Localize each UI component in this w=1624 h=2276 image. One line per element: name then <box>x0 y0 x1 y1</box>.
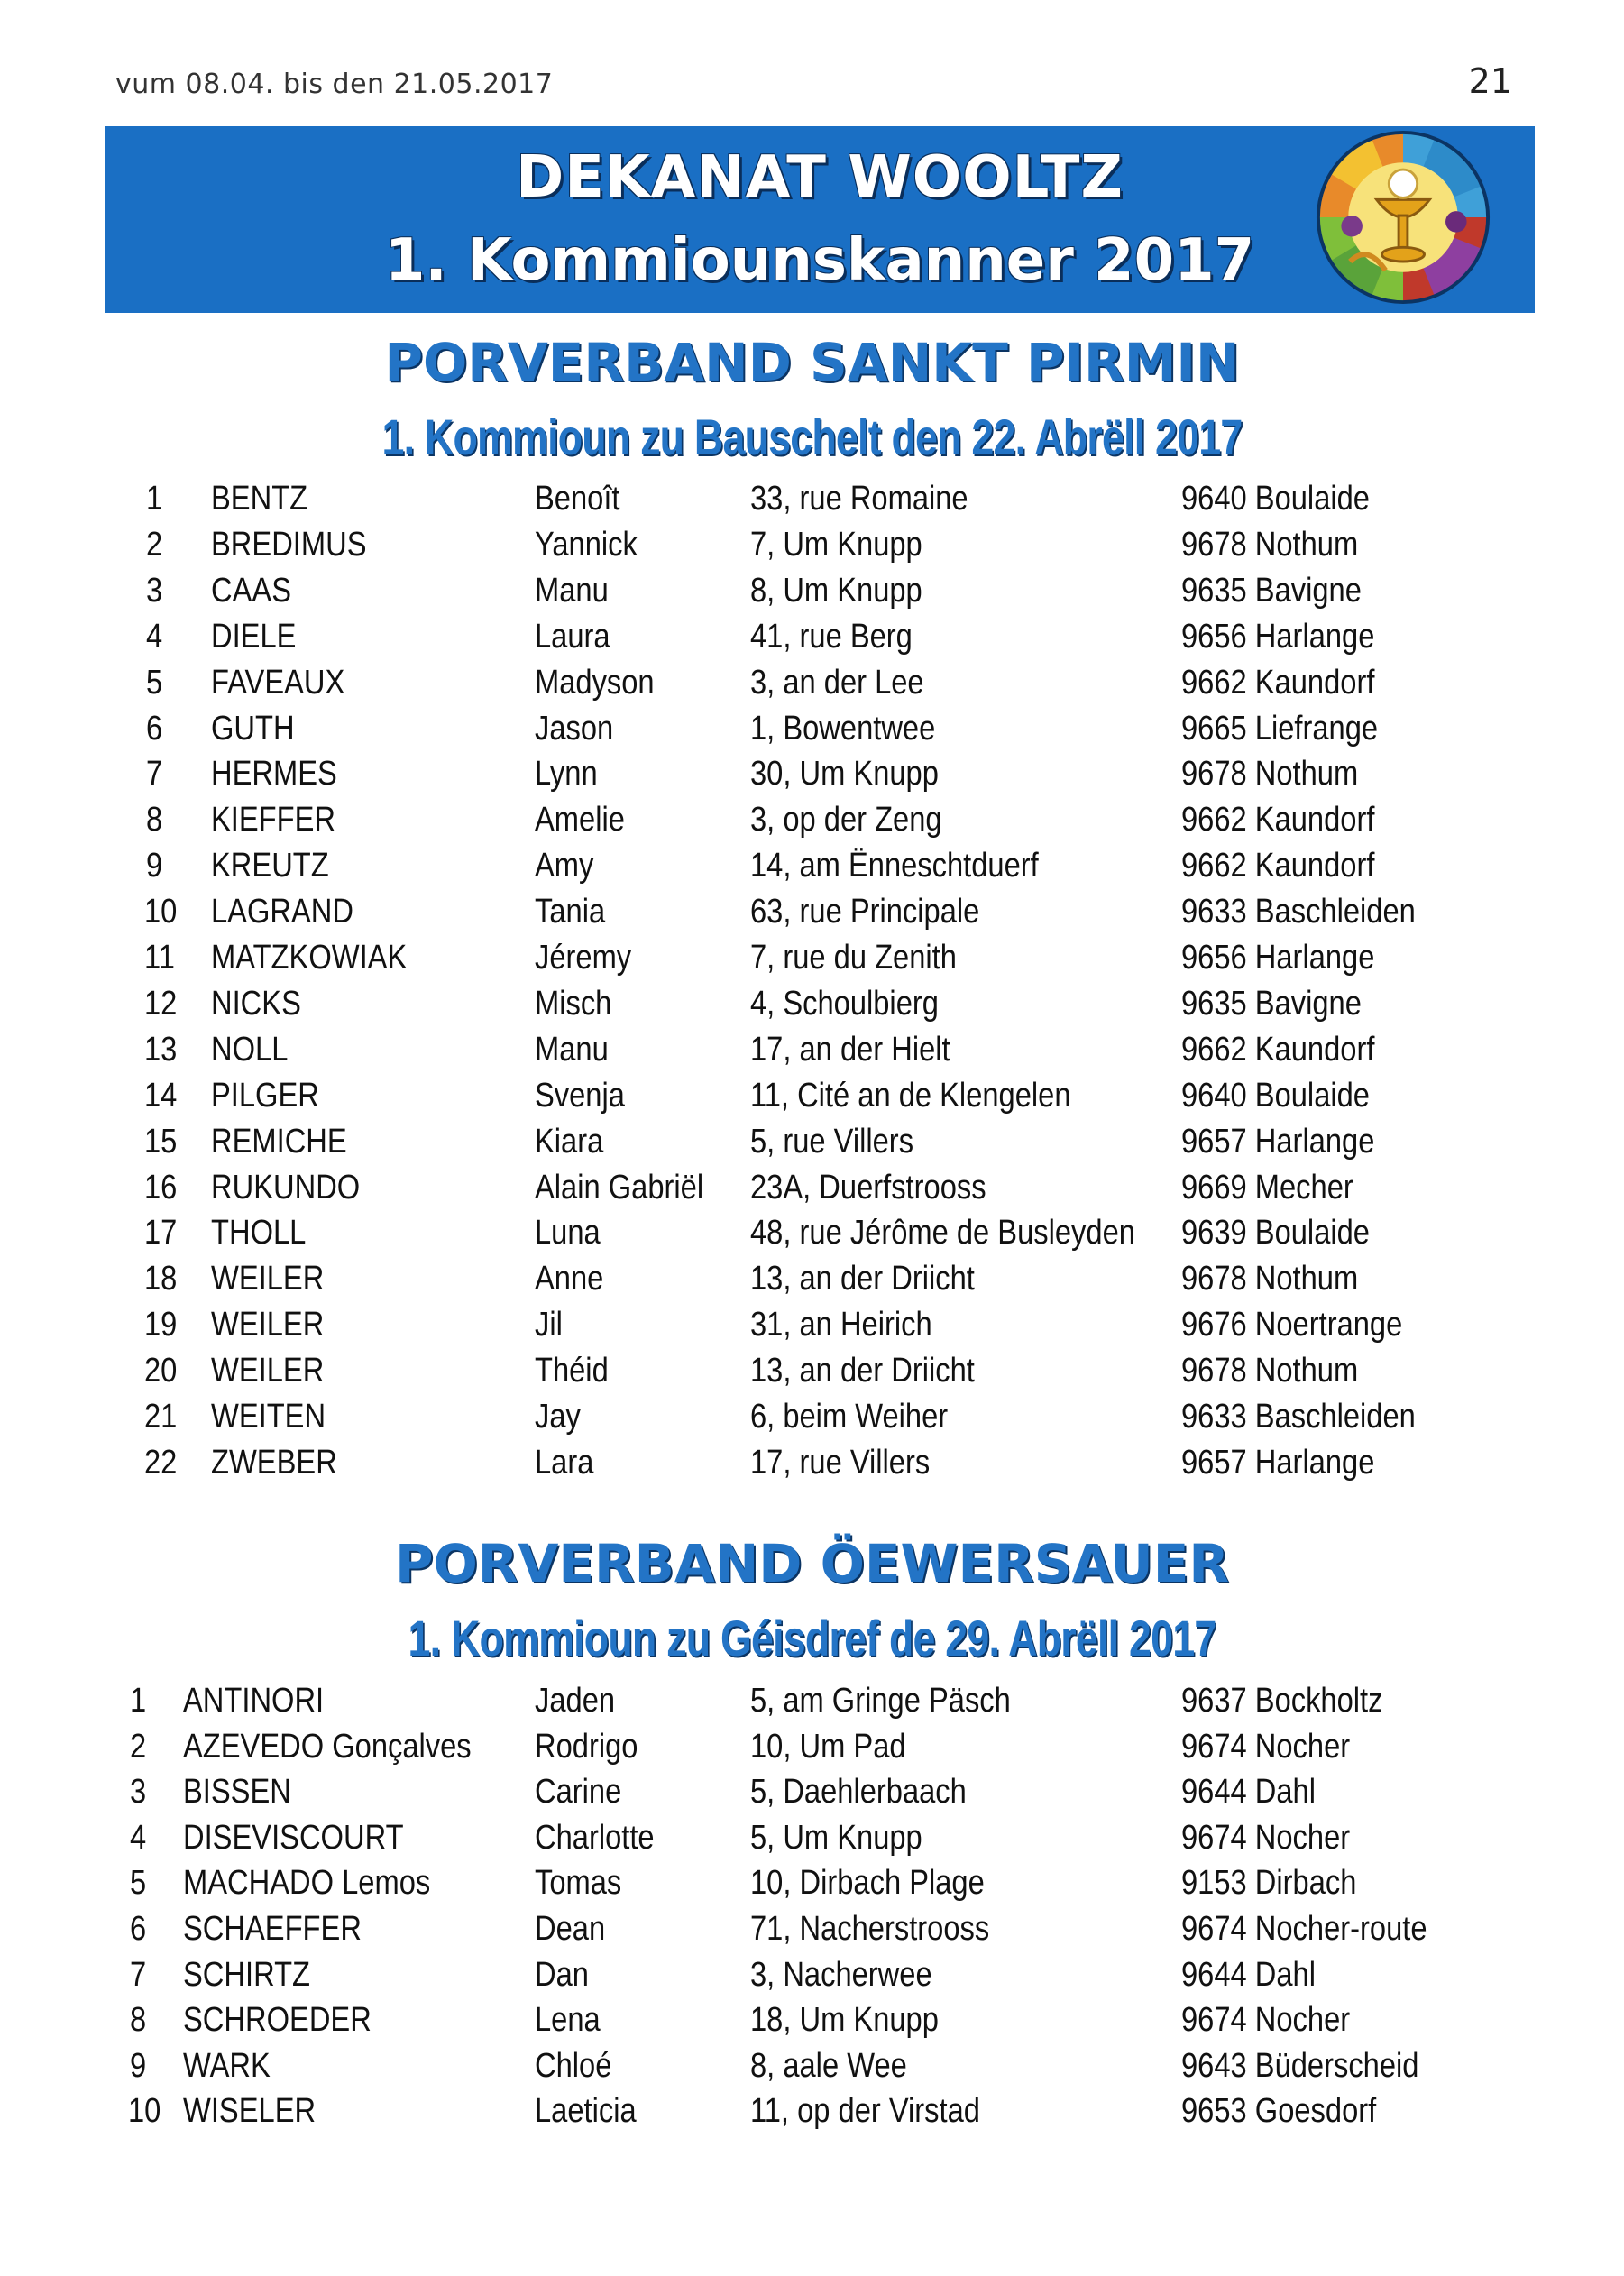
list-item <box>0 1398 1624 1443</box>
entry-last-name: MATZKOWIAK <box>211 939 408 977</box>
list-item <box>0 710 1624 755</box>
entry-city: 9656 Harlange <box>1181 939 1375 977</box>
list-item <box>0 1773 1624 1818</box>
entry-first-name: Dean <box>535 1910 606 1948</box>
entry-number: 8 <box>146 801 163 840</box>
entry-street: 4, Schoulbierg <box>750 984 939 1023</box>
entry-street: 3, an der Lee <box>750 663 924 702</box>
list-item <box>0 847 1624 892</box>
entry-city: 9639 Boulaide <box>1181 1214 1370 1253</box>
page-number: 21 <box>1468 61 1512 101</box>
entry-last-name: WARK <box>183 2046 271 2085</box>
entry-last-name: MACHADO Lemos <box>183 1864 431 1903</box>
entry-first-name: Théid <box>535 1352 609 1390</box>
list-item <box>0 618 1624 663</box>
entry-city: 9643 Büderscheid <box>1181 2046 1419 2085</box>
entry-last-name: DISEVISCOURT <box>183 1818 404 1857</box>
section-title-sankt-pirmin: PORVERBAND SANKT PIRMIN <box>384 332 1240 393</box>
list-item <box>0 755 1624 800</box>
entry-last-name: SCHIRTZ <box>183 1955 311 1994</box>
entry-number: 19 <box>144 1306 178 1344</box>
entry-city: 9633 Baschleiden <box>1181 893 1416 932</box>
entry-city: 9669 Mecher <box>1181 1168 1353 1207</box>
entry-number: 18 <box>144 1260 178 1299</box>
entry-last-name: ZWEBER <box>211 1443 337 1482</box>
entry-street: 8, Um Knupp <box>750 571 922 610</box>
entry-first-name: Carine <box>535 1773 622 1812</box>
entry-number: 5 <box>130 1864 147 1903</box>
entry-number: 3 <box>130 1773 147 1812</box>
entry-city: 9644 Dahl <box>1181 1773 1316 1812</box>
entry-number: 3 <box>146 571 163 610</box>
banner-subtitle: 1. Kommiounskanner 2017 <box>384 227 1255 294</box>
entry-last-name: KREUTZ <box>211 847 329 886</box>
entry-street: 17, an der Hielt <box>750 1030 950 1069</box>
entry-city: 9657 Harlange <box>1181 1443 1375 1482</box>
entry-first-name: Charlotte <box>535 1818 655 1857</box>
entry-first-name: Jaden <box>535 1682 616 1720</box>
entry-number: 7 <box>130 1955 147 1994</box>
entry-first-name: Anne <box>535 1260 604 1299</box>
entry-first-name: Laeticia <box>535 2092 637 2131</box>
entry-street: 5, Um Knupp <box>750 1818 922 1857</box>
entry-first-name: Manu <box>535 571 609 610</box>
entry-first-name: Tania <box>535 893 606 932</box>
entry-number: 13 <box>144 1030 178 1069</box>
section-subtitle-sankt-pirmin: 1. Kommioun zu Bauschelt den 22. Abrëll 2017 <box>381 408 1243 465</box>
list-item <box>0 893 1624 938</box>
entry-first-name: Yannick <box>535 525 638 564</box>
entry-street: 23A, Duerfstrooss <box>750 1168 986 1207</box>
entry-city: 9674 Nocher <box>1181 2001 1351 2040</box>
entry-city: 9678 Nothum <box>1181 1352 1359 1390</box>
list-item <box>0 1956 1624 2001</box>
entry-last-name: SCHAEFFER <box>183 1910 362 1948</box>
entry-first-name: Lynn <box>535 755 598 794</box>
entry-first-name: Kiara <box>535 1122 604 1161</box>
list-item <box>0 1819 1624 1864</box>
entry-city: 9640 Boulaide <box>1181 1076 1370 1115</box>
entry-number: 15 <box>144 1122 178 1161</box>
list-item <box>0 526 1624 571</box>
list-item <box>0 2092 1624 2137</box>
list-item <box>0 1123 1624 1168</box>
entry-last-name: HERMES <box>211 755 337 794</box>
list-item <box>0 2001 1624 2046</box>
entry-street: 5, Daehlerbaach <box>750 1773 967 1812</box>
entry-street: 3, Nacherwee <box>750 1955 932 1994</box>
entry-last-name: RUKUNDO <box>211 1168 361 1207</box>
entry-city: 9657 Harlange <box>1181 1122 1375 1161</box>
entry-last-name: CAAS <box>211 571 291 610</box>
entry-first-name: Amy <box>535 847 594 886</box>
entry-number: 10 <box>128 2092 161 2131</box>
communion-chalice-logo-icon <box>1315 129 1491 306</box>
entry-last-name: LAGRAND <box>211 893 353 932</box>
entry-last-name: NOLL <box>211 1030 289 1069</box>
entry-street: 13, an der Driicht <box>750 1260 975 1299</box>
entry-first-name: Luna <box>535 1214 601 1253</box>
entry-city: 9635 Bavigne <box>1181 984 1362 1023</box>
entry-number: 1 <box>130 1682 147 1720</box>
entry-number: 8 <box>130 2001 147 2040</box>
list-item <box>0 1444 1624 1489</box>
entry-last-name: SCHROEDER <box>183 2001 372 2040</box>
list-item <box>0 1077 1624 1122</box>
entry-last-name: WEILER <box>211 1306 325 1344</box>
entry-number: 12 <box>144 984 178 1023</box>
list-item <box>0 1031 1624 1076</box>
entry-street: 10, Um Pad <box>750 1727 906 1766</box>
entry-street: 33, rue Romaine <box>750 480 968 518</box>
entry-number: 6 <box>130 1910 147 1948</box>
entry-number: 21 <box>144 1398 178 1436</box>
list-item <box>0 1306 1624 1351</box>
list-item <box>0 1728 1624 1773</box>
entry-city: 9640 Boulaide <box>1181 480 1370 518</box>
banner-title: DEKANAT WOOLTZ <box>516 144 1124 211</box>
entry-first-name: Jéremy <box>535 939 632 977</box>
list-item <box>0 1352 1624 1397</box>
entry-last-name: WISELER <box>183 2092 317 2131</box>
entry-first-name: Manu <box>535 1030 609 1069</box>
list-item <box>0 1864 1624 1909</box>
list-item <box>0 1260 1624 1305</box>
entry-first-name: Alain Gabriël <box>535 1168 704 1207</box>
entry-street: 30, Um Knupp <box>750 755 939 794</box>
entry-first-name: Madyson <box>535 663 655 702</box>
entry-city: 9656 Harlange <box>1181 617 1375 656</box>
entry-last-name: GUTH <box>211 709 295 748</box>
entry-number: 9 <box>130 2046 147 2085</box>
date-range: vum 08.04. bis den 21.05.2017 <box>115 69 554 100</box>
entry-first-name: Jil <box>535 1306 563 1344</box>
list-item <box>0 1682 1624 1727</box>
entry-city: 9662 Kaundorf <box>1181 663 1375 702</box>
entry-street: 5, rue Villers <box>750 1122 914 1161</box>
entry-number: 6 <box>146 709 163 748</box>
entry-street: 8, aale Wee <box>750 2046 907 2085</box>
list-item <box>0 1910 1624 1955</box>
entry-street: 17, rue Villers <box>750 1443 931 1482</box>
section-subtitle-oewersauer: 1. Kommioun zu Géisdref de 29. Abrëll 2017 <box>408 1610 1216 1666</box>
entry-city: 9674 Nocher-route <box>1181 1910 1427 1948</box>
entry-last-name: FAVEAUX <box>211 663 345 702</box>
entry-last-name: WEILER <box>211 1260 325 1299</box>
entry-last-name: NICKS <box>211 984 301 1023</box>
entry-city: 9635 Bavigne <box>1181 571 1362 610</box>
entry-first-name: Misch <box>535 984 612 1023</box>
entry-number: 4 <box>130 1818 147 1857</box>
entry-number: 10 <box>144 893 178 932</box>
entry-street: 11, op der Virstad <box>750 2092 980 2131</box>
list-item <box>0 1214 1624 1259</box>
entry-street: 71, Nacherstrooss <box>750 1910 990 1948</box>
entry-street: 6, beim Weiher <box>750 1398 949 1436</box>
entry-number: 9 <box>146 847 163 886</box>
entry-city: 9662 Kaundorf <box>1181 847 1375 886</box>
entry-street: 31, an Heirich <box>750 1306 932 1344</box>
entry-number: 14 <box>144 1076 178 1115</box>
entry-street: 7, Um Knupp <box>750 525 922 564</box>
entry-first-name: Amelie <box>535 801 625 840</box>
entry-street: 14, am Ënneschtduerf <box>750 847 1039 886</box>
entry-first-name: Jason <box>535 709 614 748</box>
entry-first-name: Lena <box>535 2001 601 2040</box>
section-title-oewersauer: PORVERBAND ÖEWERSAUER <box>394 1533 1230 1594</box>
entry-first-name: Rodrigo <box>535 1727 638 1766</box>
entry-last-name: DIELE <box>211 617 297 656</box>
entry-number: 2 <box>146 525 163 564</box>
entry-last-name: AZEVEDO Gonçalves <box>183 1727 472 1766</box>
entry-city: 9674 Nocher <box>1181 1727 1351 1766</box>
entry-last-name: BENTZ <box>211 480 308 518</box>
entry-last-name: KIEFFER <box>211 801 336 840</box>
list-item <box>0 939 1624 984</box>
entry-street: 11, Cité an de Klengelen <box>750 1076 1071 1115</box>
entry-number: 5 <box>146 663 163 702</box>
entry-number: 17 <box>144 1214 178 1253</box>
entry-street: 5, am Gringe Päsch <box>750 1682 1011 1720</box>
entry-street: 63, rue Principale <box>750 893 980 932</box>
entry-city: 9676 Noertrange <box>1181 1306 1403 1344</box>
entry-city: 9662 Kaundorf <box>1181 801 1375 840</box>
entry-number: 22 <box>144 1443 178 1482</box>
entry-city: 9662 Kaundorf <box>1181 1030 1375 1069</box>
entry-street: 41, rue Berg <box>750 617 913 656</box>
entry-number: 7 <box>146 755 163 794</box>
entry-city: 9678 Nothum <box>1181 1260 1359 1299</box>
entry-first-name: Benoît <box>535 480 620 518</box>
entry-city: 9637 Bockholtz <box>1181 1682 1383 1720</box>
list-item <box>0 1169 1624 1214</box>
entry-first-name: Laura <box>535 617 610 656</box>
entry-city: 9665 Liefrange <box>1181 709 1379 748</box>
entry-last-name: PILGER <box>211 1076 319 1115</box>
entry-city: 9633 Baschleiden <box>1181 1398 1416 1436</box>
entry-street: 10, Dirbach Plage <box>750 1864 985 1903</box>
entry-first-name: Jay <box>535 1398 581 1436</box>
entry-first-name: Tomas <box>535 1864 622 1903</box>
entry-street: 7, rue du Zenith <box>750 939 957 977</box>
list-item <box>0 664 1624 709</box>
entry-first-name: Dan <box>535 1955 589 1994</box>
entry-first-name: Chloé <box>535 2046 612 2085</box>
entry-city: 9153 Dirbach <box>1181 1864 1357 1903</box>
entry-first-name: Svenja <box>535 1076 625 1115</box>
entry-last-name: THOLL <box>211 1214 307 1253</box>
entry-city: 9678 Nothum <box>1181 525 1359 564</box>
entry-last-name: WEILER <box>211 1352 325 1390</box>
list-item <box>0 572 1624 617</box>
list-item <box>0 480 1624 525</box>
entry-city: 9653 Goesdorf <box>1181 2092 1377 2131</box>
entry-street: 48, rue Jérôme de Busleyden <box>750 1214 1135 1253</box>
entry-last-name: WEITEN <box>211 1398 326 1436</box>
entry-city: 9678 Nothum <box>1181 755 1359 794</box>
entry-street: 18, Um Knupp <box>750 2001 939 2040</box>
entry-last-name: BISSEN <box>183 1773 291 1812</box>
entry-street: 1, Bowentwee <box>750 709 936 748</box>
entry-number: 16 <box>144 1168 178 1207</box>
entry-street: 3, op der Zeng <box>750 801 942 840</box>
entry-number: 4 <box>146 617 163 656</box>
entry-last-name: BREDIMUS <box>211 525 367 564</box>
entry-first-name: Lara <box>535 1443 594 1482</box>
list-item <box>0 2047 1624 2092</box>
entry-number: 2 <box>130 1727 147 1766</box>
list-item <box>0 801 1624 846</box>
entry-last-name: ANTINORI <box>183 1682 325 1720</box>
entry-number: 20 <box>144 1352 178 1390</box>
entry-city: 9644 Dahl <box>1181 1955 1316 1994</box>
list-item <box>0 985 1624 1030</box>
entry-street: 13, an der Driicht <box>750 1352 975 1390</box>
entry-number: 11 <box>144 939 175 977</box>
entry-number: 1 <box>146 480 163 518</box>
entry-last-name: REMICHE <box>211 1122 347 1161</box>
entry-city: 9674 Nocher <box>1181 1818 1351 1857</box>
